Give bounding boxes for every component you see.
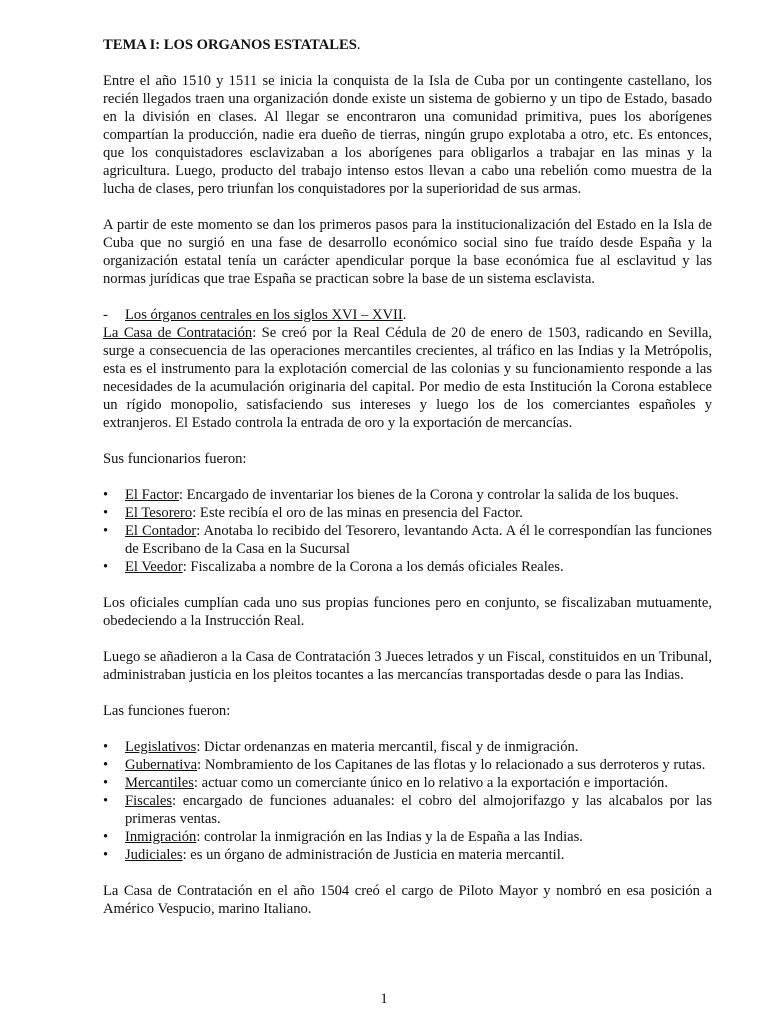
item-text: : Fiscalizaba a nombre de la Corona a los demás oficiales Reales. (182, 559, 564, 575)
bullet-icon: • (103, 523, 109, 539)
casa-term: La Casa de Contratación (103, 325, 253, 341)
bullet-icon: • (103, 757, 109, 773)
item-text: : Anotaba lo recibido del Tesorero, levantando Acta. A él le correspondían las funciones de Escribano de la Casa en la Sucursal (125, 523, 712, 557)
bullet-icon: • (103, 793, 109, 809)
section-dash: - (103, 307, 108, 323)
paragraph-jueces: Luego se añadieron a la Casa de Contratación 3 Jueces letrados y un Fiscal, constituidos en un Tribunal, administraban justicia en los pleitos tocantes a las mercancías transportadas desde o para las Indias. (103, 649, 712, 683)
document-body (103, 36, 712, 936)
paragraph-casa-contratacion (103, 324, 712, 432)
list-item (103, 756, 712, 774)
section-period: . (402, 307, 407, 323)
list-item (103, 504, 712, 522)
paragraph-institucionalizacion: A partir de este momento se dan los primeros pasos para la institucionalización del Estado en la Isla de Cuba que no surgió en una fase de desarrollo económico social sino fue traído desde España y la organización estatal tenía un carácter apendicular porque la base económica fue al esclavitud y las normas jurídicas que trae España se practican sobre la base de un sistema esclavista. (103, 217, 712, 287)
casa-text: : Se creó por la Real Cédula de 20 de enero de 1503, radicando en Sevilla, surge a consecuencia de las operaciones mercantiles crecientes, al tráfico en las Indias y la Metrópolis, esta es el instrumento para la explotación comercial de las colonias y su funcionamiento responde a las necesidades de la acumulación originaria del capital. Por medio de esta Institución la Corona establece un rígido monopolio, satisfaciendo sus intereses y luego los de los comerciantes españoles y extranjeros. El Estado controla la entrada de oro y la exportación de mercancías. (103, 325, 713, 431)
item-text: : es un órgano de administración de Justicia en materia mercantil. (182, 847, 565, 863)
item-text: : encargado de funciones aduanales: el cobro del almojorifazgo y las alcabalos por las primeras ventas. (125, 793, 712, 827)
funcionarios-list (103, 486, 712, 576)
item-term: El Tesorero (125, 505, 193, 521)
item-term: El Factor (125, 487, 179, 503)
title-period: . (356, 37, 361, 53)
list-item (103, 486, 712, 504)
bullet-icon: • (103, 829, 109, 845)
item-text: : controlar la inmigración en las Indias y la de España a las Indias. (196, 829, 583, 845)
item-term: El Veedor (125, 559, 183, 575)
paragraph-intro: Entre el año 1510 y 1511 se inicia la conquista de la Isla de Cuba por un contingente castellano, los recién llegados traen una organización donde existe un sistema de gobierno y un tipo de Estado, basado en la división en clases. Al llegar se encontraron una comunidad primitiva, pues los aborígenes compartían la producción, nadie era dueño de tierras, ningún grupo explotaba a otro, etc. Es entonces, que los conquistadores esclavizaban a los aborígenes para obligarlos a trabajar en las minas y la agricultura. Luego, producto del trabajo intenso estos llevan a cabo una rebelión como muestra de la lucha de clases, pero triunfan los conquistadores por la superioridad de sus armas. (103, 73, 712, 197)
item-term: El Contador (125, 523, 197, 539)
list-item (103, 828, 712, 846)
item-term: Judiciales (125, 847, 183, 863)
bullet-icon: • (103, 559, 109, 575)
title-text: TEMA I: LOS ORGANOS ESTATALES (103, 37, 357, 53)
item-term: Inmigración (125, 829, 197, 845)
item-term: Fiscales (125, 793, 173, 809)
item-text: : Nombramiento de los Capitanes de las flotas y lo relacionado a sus derroteros y rutas. (197, 757, 706, 773)
funcionarios-intro: Sus funcionarios fueron: (103, 451, 247, 467)
list-item (103, 846, 712, 864)
bullet-icon: • (103, 775, 109, 791)
section-title: Los órganos centrales en los siglos XVI – XVII (125, 307, 403, 323)
paragraph-piloto-mayor: La Casa de Contratación en el año 1504 creó el cargo de Piloto Mayor y nombró en esa posición a Américo Vespucio, marino Italiano. (103, 883, 712, 917)
section-heading (103, 306, 712, 324)
list-item (103, 792, 712, 828)
item-text: : actuar como un comerciante único en lo relativo a la exportación e importación. (193, 775, 668, 791)
list-item (103, 738, 712, 756)
bullet-icon: • (103, 847, 109, 863)
item-text: : Encargado de inventariar los bienes de la Corona y controlar la salida de los buques. (178, 487, 679, 503)
item-text: : Este recibía el oro de las minas en presencia del Factor. (192, 505, 523, 521)
item-term: Legislativos (125, 739, 197, 755)
funciones-intro: Las funciones fueron: (103, 703, 231, 719)
item-text: : Dictar ordenanzas en materia mercantil, fiscal y de inmigración. (196, 739, 579, 755)
document-title (103, 36, 712, 54)
page-number: 1 (380, 991, 388, 1007)
list-item (103, 522, 712, 558)
item-term: Gubernativa (125, 757, 198, 773)
list-item (103, 558, 712, 576)
item-term: Mercantiles (125, 775, 194, 791)
bullet-icon: • (103, 487, 109, 503)
paragraph-oficiales: Los oficiales cumplían cada uno sus propias funciones pero en conjunto, se fiscalizaban mutuamente, obedeciendo a la Instrucción Real. (103, 595, 712, 629)
funciones-list (103, 738, 712, 864)
bullet-icon: • (103, 739, 109, 755)
bullet-icon: • (103, 505, 109, 521)
list-item (103, 774, 712, 792)
